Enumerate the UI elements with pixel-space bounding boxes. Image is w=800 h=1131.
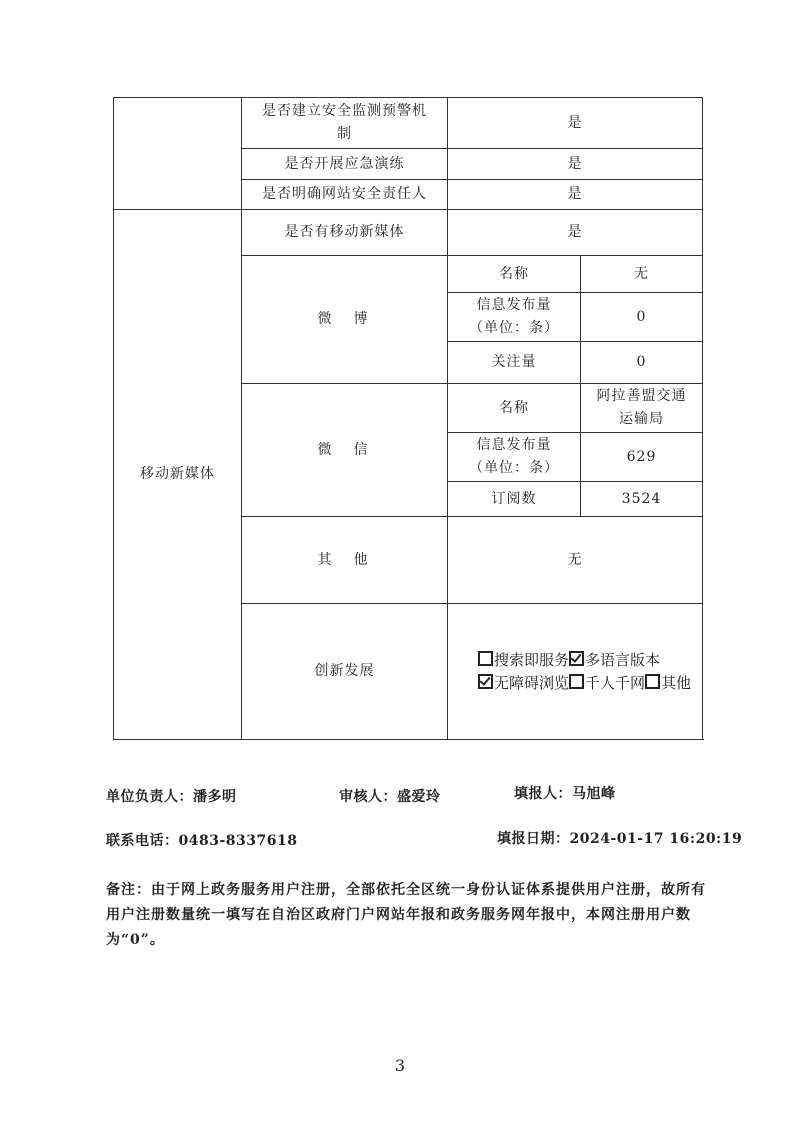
field-label: 订阅数 [448, 482, 581, 517]
checkbox-icon[interactable] [478, 651, 493, 666]
row-label: 是否明确网站安全责任人 [242, 180, 448, 210]
innovation-options [448, 604, 703, 740]
field-label: 名称 [448, 384, 581, 433]
option-accessibility[interactable] [478, 672, 569, 695]
field-label: 信息发布量 （单位：条） [448, 293, 581, 342]
field-label: 名称 [448, 256, 581, 293]
option-label: 搜索即服务 [494, 650, 570, 669]
wechat-label: 微 信 [242, 384, 448, 517]
footnote: 备注：由于网上政务服务用户注册，全部依托全区统一身份认证体系提供用户注册，故所有用户注册数量统一填写在自治区政府门户网站年报和政务服务网年报中，本网注册用户数为“0”。 [106, 882, 706, 948]
fill-date: 填报日期：2024-01-17 16:20:19 [497, 831, 743, 847]
row-value: 是 [448, 210, 703, 256]
other-label: 其 他 [242, 517, 448, 604]
checkbox-checked-icon[interactable] [569, 651, 584, 666]
table-row [114, 98, 703, 149]
page-number: 3 [394, 1056, 406, 1075]
checkbox-icon[interactable] [645, 674, 660, 689]
filler: 填报人：马旭峰 [514, 786, 616, 802]
row-value: 是 [448, 98, 703, 149]
field-label: 信息发布量 （单位：条） [448, 433, 581, 482]
option-personalized[interactable] [569, 672, 645, 695]
weibo-label: 微 博 [242, 256, 448, 384]
field-value: 0 [581, 293, 703, 342]
report-table [113, 97, 703, 740]
table-row [114, 210, 703, 256]
field-label: 关注量 [448, 342, 581, 384]
option-label: 多语言版本 [585, 650, 661, 669]
field-value: 无 [581, 256, 703, 293]
row-label: 是否开展应急演练 [242, 149, 448, 180]
checkbox-icon[interactable] [569, 674, 584, 689]
option-search-as-service[interactable] [478, 649, 569, 672]
new-media-category: 移动新媒体 [114, 210, 242, 740]
unit-head: 单位负责人：潘多明 [106, 789, 237, 805]
row-label: 是否有移动新媒体 [242, 210, 448, 256]
option-multilingual[interactable] [569, 649, 660, 672]
innovation-category: 创新发展 [242, 604, 448, 740]
contact-phone: 联系电话：0483-8337618 [106, 833, 298, 849]
field-value: 3524 [581, 482, 703, 517]
reviewer: 审核人：盛爱玲 [339, 789, 441, 805]
option-label: 无障碍浏览 [494, 673, 570, 692]
field-value: 0 [581, 342, 703, 384]
row-value: 是 [448, 180, 703, 210]
security-category-cell [114, 98, 242, 210]
checkbox-checked-icon[interactable] [478, 674, 493, 689]
option-label: 千人千网 [585, 673, 646, 692]
option-label: 其他 [661, 673, 692, 692]
row-value: 是 [448, 149, 703, 180]
field-value: 阿拉善盟交通运输局 [581, 384, 703, 433]
option-other[interactable] [645, 672, 691, 695]
other-value: 无 [448, 517, 703, 604]
field-value: 629 [581, 433, 703, 482]
row-label: 是否建立安全监测预警机制 [242, 98, 448, 149]
